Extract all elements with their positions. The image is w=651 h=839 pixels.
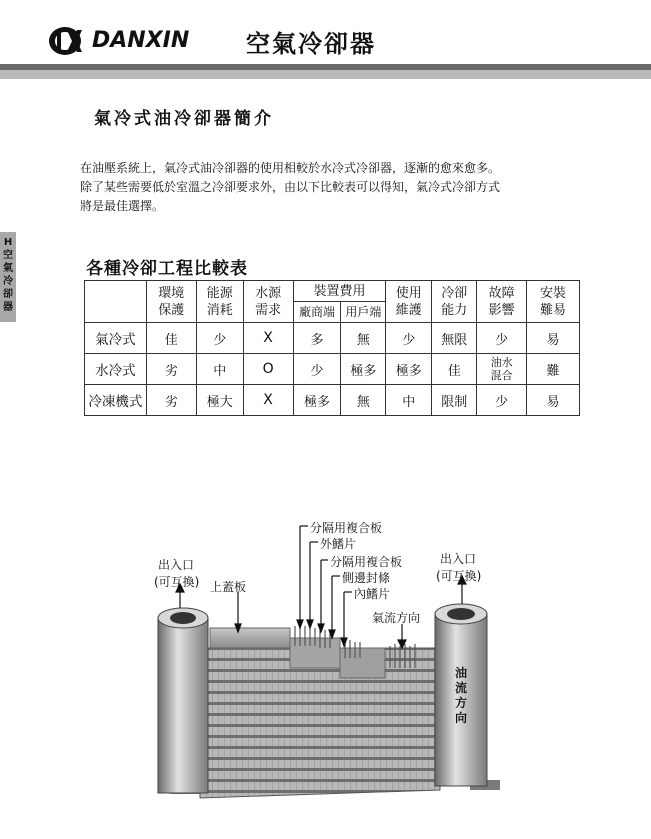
table-cell: 佳 (146, 323, 196, 354)
row-label: 冷凍機式 (85, 385, 147, 416)
brand-name: DANXIN (92, 28, 190, 53)
header-equipment-cost: 裝置費用 (293, 281, 386, 302)
table-cell: 劣 (146, 354, 196, 385)
table-cell: 易 (527, 323, 580, 354)
table-cell: 極多 (293, 385, 341, 416)
side-tab-label: H空氣冷卻器 (3, 237, 13, 313)
side-seal-label: 側邊封條 (342, 571, 391, 585)
table-cell: 少 (477, 385, 527, 416)
inner-fin-label: 內鰭片 (354, 587, 391, 601)
separator-plate-label: 分隔用複合板 (310, 521, 383, 535)
outlet-left-label: 出入口 (可互換) (154, 558, 200, 589)
table-cell: 少 (386, 323, 432, 354)
table-cell: 劣 (146, 385, 196, 416)
header-maker: 廠商端 (293, 302, 341, 323)
table-cell: 易 (527, 385, 580, 416)
header-rule-light (0, 70, 651, 79)
header-water: 水源 需求 (243, 281, 293, 323)
intro-line: 將是最佳選擇。 (80, 199, 165, 213)
header-energy: 能源 消耗 (196, 281, 243, 323)
header-env: 環境 保護 (146, 281, 196, 323)
header-cooling: 冷卻 能力 (432, 281, 477, 323)
table-cell: 難 (527, 354, 580, 385)
top-cover-label: 上蓋板 (210, 580, 247, 594)
row-label: 氣冷式 (85, 323, 147, 354)
table-cell: 無限 (432, 323, 477, 354)
section-title: 氣冷式油冷卻器簡介 (94, 109, 274, 129)
header-fault: 故障 影響 (477, 281, 527, 323)
corner-cell (85, 281, 147, 323)
outer-fin-label: 外鰭片 (320, 537, 357, 551)
table-cell: 油水 混合 (477, 354, 527, 385)
table-cell: 極大 (196, 385, 243, 416)
table-cell: 極多 (341, 354, 386, 385)
table-cell: O (243, 354, 293, 385)
outlet-right-label: 出入口 (可互換) (436, 552, 482, 583)
table-cell: 中 (386, 385, 432, 416)
table-cell: 少 (293, 354, 341, 385)
row-label: 水冷式 (85, 354, 147, 385)
table-cell: 少 (477, 323, 527, 354)
header-user: 用戶端 (341, 302, 386, 323)
danxin-logo-mark (48, 26, 88, 56)
airflow-label: 氣流方向 (372, 611, 421, 625)
intro-line: 除了某些需要低於室溫之冷卻要求外，由以下比較表可以得知，氣冷式冷卻方式 (80, 180, 501, 194)
header-maintenance: 使用 維護 (386, 281, 432, 323)
table-cell: X (243, 323, 293, 354)
intro-line: 在油壓系統上，氣冷式油冷卻器的使用相較於水冷式冷卻器，逐漸的愈來愈多。 (80, 161, 501, 175)
header-install: 安裝 難易 (527, 281, 580, 323)
table-row (85, 385, 580, 416)
table-cell: X (243, 385, 293, 416)
cooler-diagram (140, 518, 520, 818)
table-cell: 多 (293, 323, 341, 354)
oil-flow-label: 油 流 方 向 (454, 666, 467, 725)
table-cell: 中 (196, 354, 243, 385)
comparison-table (84, 280, 580, 416)
header-title: 空氣冷卻器 (246, 30, 376, 58)
table-cell: 無 (341, 385, 386, 416)
header-row (85, 281, 580, 302)
separator-plate-label-2: 分隔用複合板 (330, 555, 403, 569)
table-cell: 限制 (432, 385, 477, 416)
table-cell: 佳 (432, 354, 477, 385)
table-cell: 極多 (386, 354, 432, 385)
table-row (85, 323, 580, 354)
table-cell: 無 (341, 323, 386, 354)
table-cell: 少 (196, 323, 243, 354)
comparison-table-title: 各種冷卻工程比較表 (86, 259, 248, 279)
intro-paragraph (80, 159, 600, 216)
table-row (85, 354, 580, 385)
